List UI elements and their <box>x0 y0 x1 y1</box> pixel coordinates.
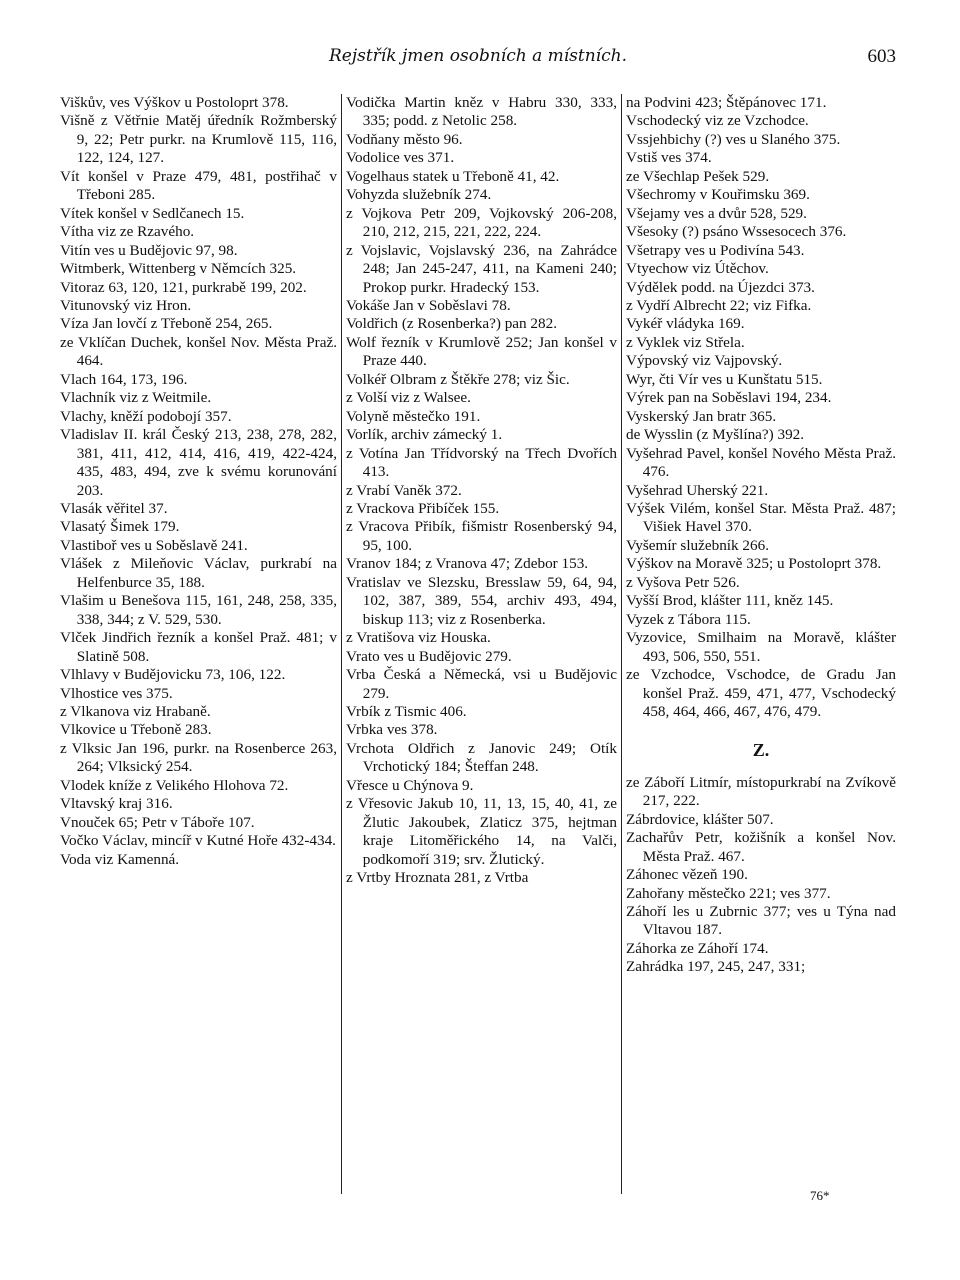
index-entry: z Vřesovic Jakub 10, 11, 13, 15, 40, 41, ze Žlutic Jakoubek, Zlaticz 375, hejtman kraje Litoměřického 14, na Valči, podkomoří 319; srv. Žlutický. <box>346 795 617 868</box>
index-entry: Všejamy ves a dvůr 528, 529. <box>626 204 807 222</box>
index-columns <box>60 94 896 1194</box>
index-entry: Vitunovský viz Hron. <box>60 296 192 314</box>
index-entry: Viškův, ves Výškov u Postoloprt 378. <box>60 94 289 111</box>
page-number: 603 <box>867 46 896 67</box>
running-head: Rejstřík jmen osobních a místních. <box>328 46 627 66</box>
index-entry: Vlastiboř ves u Soběslavě 241. <box>60 536 248 554</box>
index-entry: z Vlkanova viz Hrabaně. <box>60 702 211 720</box>
index-entry: Zábrdovice, klášter 507. <box>626 810 774 828</box>
index-entry: Vlach 164, 173, 196. <box>60 370 188 388</box>
index-entry: de Wysslin (z Myšlína?) 392. <box>626 426 805 444</box>
index-entry: Vranov 184; z Vranova 47; Zdebor 153. <box>346 555 589 573</box>
index-entry: Vítek konšel v Sedlčanech 15. <box>60 204 245 222</box>
index-entry: z Vyšova Petr 526. <box>626 573 740 591</box>
index-entry: Výdělek podd. na Újezdci 373. <box>626 278 815 296</box>
index-entry: ze Vklíčan Duchek, konšel Nov. Města Praž. 464. <box>60 333 337 370</box>
column-1 <box>60 94 341 1194</box>
index-entry: Vodolice ves 371. <box>346 149 455 167</box>
index-entry: z Vyklek viz Střela. <box>626 333 745 351</box>
index-entry: ze Vzchodce, Vschodce, de Gradu Jan konšel Praž. 459, 471, 477, Vschodecký 458, 464, 466, 467, 476, 479. <box>626 666 896 720</box>
index-entry: Zahořany městečko 221; ves 377. <box>626 884 831 902</box>
index-entry: Vlasák věřitel 37. <box>60 499 168 517</box>
index-entry: Vstiš ves 374. <box>626 149 712 167</box>
index-entry: Vltavský kraj 316. <box>60 795 173 813</box>
index-entry: Vrchota Oldřich z Janovic 249; Otík Vrchotický 184; Šteffan 248. <box>346 739 617 776</box>
index-entry: Vykéř vládyka 169. <box>626 315 745 333</box>
index-entry: Vlhostice ves 375. <box>60 684 173 702</box>
index-entry: z Vrackova Přibíček 155. <box>346 499 500 517</box>
index-entry: Vyskerský Jan bratr 365. <box>626 407 777 425</box>
column-2 <box>341 94 622 1194</box>
page-header <box>60 46 896 76</box>
column-3-entries-v <box>626 94 896 721</box>
index-entry: Voldřich (z Rosenberka?) pan 282. <box>346 315 558 333</box>
index-entry: Všesoky (?) psáno Wssesocech 376. <box>626 223 847 241</box>
index-entry: Zachařův Petr, kožišník a konšel Nov. Města Praž. 467. <box>626 829 896 865</box>
index-entry: na Podvini 423; Štěpánovec 171. <box>626 94 827 111</box>
index-entry: Vyšehrad Uherský 221. <box>626 481 769 499</box>
index-entry: Výrek pan na Soběslavi 194, 234. <box>626 389 832 407</box>
index-entry: Vyzovice, Smilhaim na Moravě, klášter 493, 506, 550, 551. <box>626 629 896 665</box>
index-entry: ze Všechlap Pešek 529. <box>626 167 770 185</box>
index-entry: Vyšší Brod, klášter 111, kněz 145. <box>626 592 834 610</box>
index-entry: Vlašim u Benešova 115, 161, 248, 258, 335, 338, 344; z V. 529, 530. <box>60 592 337 628</box>
index-entry: Vrbík z Tismic 406. <box>346 702 467 720</box>
index-entry: ze Záboří Litmír, místopurkrabí na Zvíkově 217, 222. <box>626 773 896 810</box>
index-entry: z Vlksic Jan 196, purkr. na Rosenberce 263, 264; Vlksický 254. <box>60 739 337 776</box>
column-3 <box>622 94 896 1194</box>
index-entry: Wyr, čti Vír ves u Kunštatu 515. <box>626 370 823 388</box>
index-entry: Vlhlavy v Budějovicku 73, 106, 122. <box>60 666 286 684</box>
index-entry: Vyzek z Tábora 115. <box>626 610 751 628</box>
index-entry: Vrato ves u Budějovic 279. <box>346 647 512 665</box>
index-entry: Vítha viz ze Rzavého. <box>60 223 195 241</box>
index-entry: Vlkovice u Třeboně 283. <box>60 721 212 739</box>
index-entry: Vorlík, archiv zámecký 1. <box>346 426 503 444</box>
index-entry: Vyšehrad Pavel, konšel Nového Města Praž. 476. <box>626 444 896 481</box>
index-entry: z Vojkova Petr 209, Vojkovský 206-208, 210, 212, 215, 221, 222, 224. <box>346 204 617 241</box>
index-entry: Vnouček 65; Petr v Táboře 107. <box>60 813 255 831</box>
index-entry: Výpovský viz Vajpovský. <box>626 352 783 370</box>
index-entry: Výšek Vilém, konšel Star. Města Praž. 487; Višiek Havel 370. <box>626 499 896 536</box>
index-entry: z Vrtby Hroznata 281, z Vrtba <box>346 869 529 887</box>
index-entry: Záhonec vězeň 190. <box>626 866 748 884</box>
index-entry: Vrba Česká a Německá, vsi u Budějovic 279. <box>346 666 617 702</box>
index-entry: Witmberk, Wittenberg v Němcích 325. <box>60 260 297 278</box>
index-entry: Vodička Martin kněz v Habru 330, 333, 335; podd. z Netolic 258. <box>346 94 617 130</box>
index-entry: Vlasatý Šimek 179. <box>60 518 180 536</box>
index-entry: Volyně městečko 191. <box>346 407 481 425</box>
index-entry: Vít konšel v Praze 479, 481, postřihač v Třeboni 285. <box>60 167 337 204</box>
index-entry: Vočko Václav, mincíř v Kutné Hoře 432-434. <box>60 832 336 850</box>
index-entry: Vratislav ve Slezsku, Bresslaw 59, 64, 94, 102, 387, 389, 554, archiv 493, 494, biskup 113; viz z Rosenberka. <box>346 573 617 628</box>
index-entry: Vlachy, kněží podobojí 357. <box>60 407 232 425</box>
index-entry: Vodňany město 96. <box>346 130 463 148</box>
index-entry: Vitoraz 63, 120, 121, purkrabě 199, 202. <box>60 278 307 296</box>
index-entry: z Vratišova viz Houska. <box>346 629 491 647</box>
index-entry: Zahrádka 197, 245, 247, 331; <box>626 958 806 976</box>
index-entry: Vssjehbichy (?) ves u Slaného 375. <box>626 130 841 148</box>
index-entry: Vladislav II. král Český 213, 238, 278, 282, 381, 411, 412, 414, 416, 419, 422-424, 435, 483, 494, zve k svému korunování 203. <box>60 426 337 499</box>
index-entry: Vyšemír služebník 266. <box>626 536 769 554</box>
index-entry: Záhoří les u Zubrnic 377; ves u Týna nad Vltavou 187. <box>626 903 896 939</box>
index-entry: Vokáše Jan v Soběslavi 78. <box>346 296 511 314</box>
index-entry: z Vracova Přibík, fišmistr Rosenberský 94, 95, 100. <box>346 518 617 554</box>
index-entry: Vohyzda služebník 274. <box>346 186 492 204</box>
index-entry: Vlášek z Mileňovic Václav, purkrabí na Helfenburce 35, 188. <box>60 555 337 591</box>
index-entry: Vlček Jindřich řezník a konšel Praž. 481; v Slatině 508. <box>60 629 337 665</box>
index-entry: Vtyechow viz Útěchov. <box>626 260 769 278</box>
index-entry: Vitín ves u Budějovic 97, 98. <box>60 241 238 259</box>
index-entry: Voda viz Kamenná. <box>60 850 180 868</box>
index-entry: Vogelhaus statek u Třeboně 41, 42. <box>346 167 560 185</box>
index-entry: z Vojslavic, Vojslavský 236, na Zahrádce 248; Jan 245-247, 411, na Kameni 240; Prokop purkr. Hradecký 153. <box>346 241 617 296</box>
section-letter-z: Z. <box>752 740 770 761</box>
index-entry: z Vydří Albrecht 22; viz Fifka. <box>626 296 812 314</box>
index-entry: Vřesce u Chýnova 9. <box>346 776 474 794</box>
index-entry: Záhorka ze Záhoří 174. <box>626 939 769 957</box>
index-entry: Výškov na Moravě 325; u Postoloprt 378. <box>626 555 882 573</box>
index-entry: Vlachník viz z Weitmile. <box>60 389 212 407</box>
index-entry: z Votína Jan Třídvorský na Třech Dvořích 413. <box>346 444 617 481</box>
index-entry: Vlodek kníže z Velikého Hlohova 72. <box>60 776 289 794</box>
index-entry: Wolf řezník v Krumlově 252; Jan konšel v Praze 440. <box>346 333 617 370</box>
index-entry: z Volší viz z Walsee. <box>346 389 471 407</box>
index-entry: Vschodecký viz ze Vzchodce. <box>626 112 809 130</box>
printer-signature: 76* <box>810 1188 830 1203</box>
index-entry: Všechromy v Kouřimsku 369. <box>626 186 810 204</box>
index-entry: Všetrapy ves u Podivína 543. <box>626 241 805 259</box>
index-entry: Višně z Větřnie Matěj úředník Rožmberský 9, 22; Petr purkr. na Krumlově 115, 116, 122, 124, 127. <box>60 112 337 167</box>
index-entry: Vrbka ves 378. <box>346 721 438 739</box>
index-entry: z Vrabí Vaněk 372. <box>346 481 462 499</box>
index-entry: Víza Jan lovčí z Třeboně 254, 265. <box>60 315 273 333</box>
column-3-entries-z <box>626 774 896 977</box>
index-entry: Volkéř Olbram z Štěkře 278; viz Šic. <box>346 370 570 388</box>
